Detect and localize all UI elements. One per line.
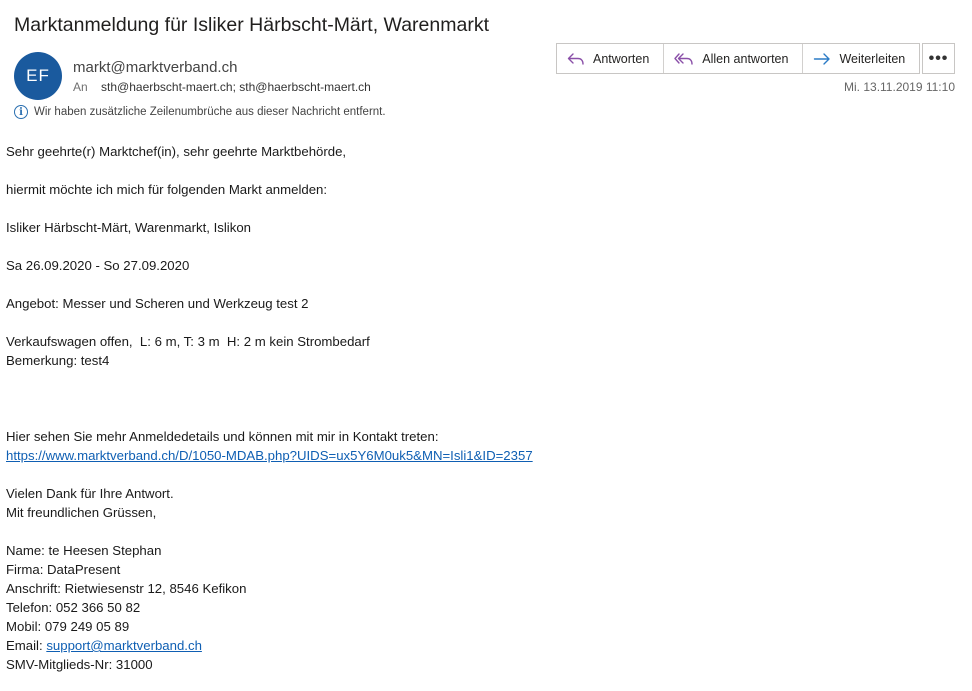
forward-icon	[813, 52, 831, 66]
body-company: Firma: DataPresent	[6, 562, 121, 577]
body-dates: Sa 26.09.2020 - So 27.09.2020	[6, 258, 190, 273]
details-link[interactable]: https://www.marktverband.ch/D/1050-MDAB.php?UIDS=ux5Y6M0uk5&MN=Isli1&ID=2357	[6, 448, 533, 463]
message-actions	[556, 43, 920, 74]
forward-button[interactable]	[803, 44, 919, 73]
body-details-intro: Hier sehen Sie mehr Anmeldedetails und können mit mir in Kontakt treten:	[6, 429, 439, 444]
body-offer: Angebot: Messer und Scheren und Werkzeug test 2	[6, 296, 309, 311]
body-mobile: Mobil: 079 249 05 89	[6, 619, 130, 634]
info-icon: i	[14, 105, 28, 119]
body-market: Isliker Härbscht-Märt, Warenmarkt, Islikon	[6, 220, 251, 235]
body-phone: Telefon: 052 366 50 82	[6, 600, 141, 615]
reply-all-button[interactable]	[664, 44, 803, 73]
body-thanks: Vielen Dank für Ihre Antwort.	[6, 486, 174, 501]
recipients-list[interactable]: sth@haerbscht-maert.ch; sth@haerbscht-maert.ch	[101, 80, 371, 94]
body-email-label: Email:	[6, 638, 47, 653]
body-member: SMV-Mitglieds-Nr: 31000	[6, 657, 153, 672]
reply-all-icon	[674, 52, 694, 66]
body-name: Name: te Heesen Stephan	[6, 543, 162, 558]
to-label: An	[73, 80, 88, 94]
sender-address[interactable]: markt@marktverband.ch	[73, 59, 238, 76]
body-vehicle: Verkaufswagen offen, L: 6 m, T: 3 m H: 2 m kein Strombedarf	[6, 334, 370, 349]
body-remark: Bemerkung: test4	[6, 353, 110, 368]
body-email	[6, 636, 956, 655]
forward-label: Weiterleiten	[839, 51, 906, 66]
reply-all-label: Allen antworten	[702, 51, 789, 66]
email-subject: Marktanmeldung für Isliker Härbscht-Märt, Warenmarkt	[14, 14, 489, 36]
received-date: Mi. 13.11.2019 11:10	[844, 80, 955, 94]
reply-label: Antworten	[593, 51, 650, 66]
email-link[interactable]: support@marktverband.ch	[46, 638, 202, 653]
recipients-row	[73, 80, 371, 94]
info-banner	[14, 105, 386, 119]
info-message: Wir haben zusätzliche Zeilenumbrüche aus dieser Nachricht entfernt.	[34, 106, 386, 118]
more-actions-button[interactable]: •••	[922, 43, 955, 74]
body-regards: Mit freundlichen Grüssen,	[6, 505, 157, 520]
body-greeting: Sehr geehrte(r) Marktchef(in), sehr geehrte Marktbehörde,	[6, 144, 347, 159]
email-body	[6, 142, 956, 674]
body-intro: hiermit möchte ich mich für folgenden Markt anmelden:	[6, 182, 328, 197]
reply-button[interactable]	[557, 44, 664, 73]
body-address: Anschrift: Rietwiesenstr 12, 8546 Kefikon	[6, 581, 247, 596]
sender-avatar[interactable]: EF	[14, 52, 62, 100]
reply-icon	[567, 52, 585, 66]
